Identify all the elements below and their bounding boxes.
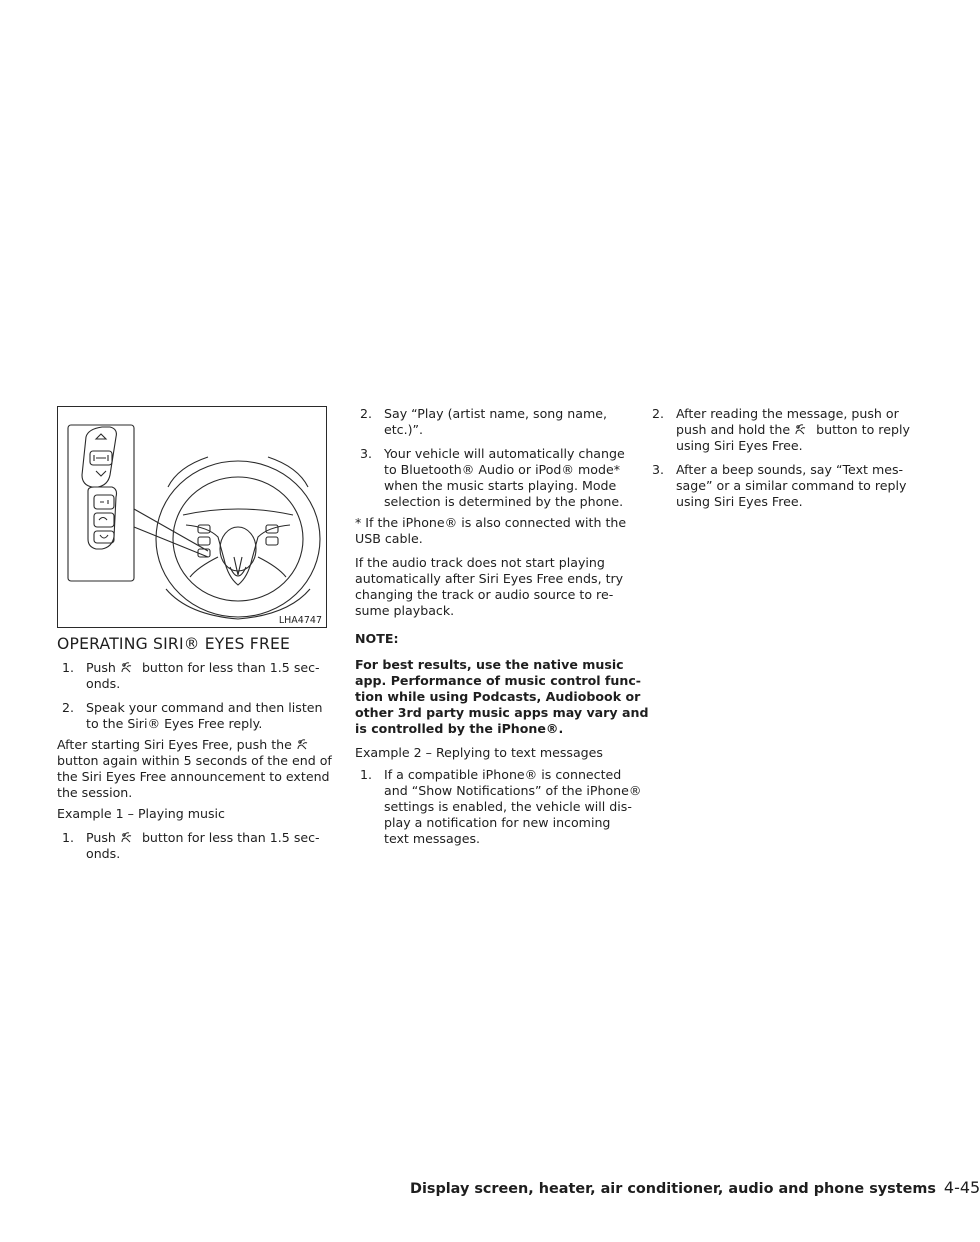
step-text: Push [86,830,116,845]
step-number: 1. [62,660,75,675]
example-1-title: Example 1 – Playing music [57,806,225,821]
paragraph-text: button again within 5 seconds of the end of [57,753,332,768]
footnote-text: USB cable. [355,531,423,546]
page-footer [410,1178,980,1199]
step-number: 3. [652,462,665,477]
step-text: selection is determined by the phone. [384,494,624,509]
note-text [355,657,649,737]
steering-wheel-figure [57,406,327,628]
step-text: onds. [86,676,121,691]
step-3 [647,462,915,510]
paragraph-text: the Siri Eyes Free announcement to extend [57,769,330,784]
voice-command-icon [296,737,310,751]
step-text: and “Show Notifications” of the iPhone® [384,783,642,798]
column-2 [355,406,649,847]
step-number: 1. [62,830,75,845]
paragraph-text: After starting Siri Eyes Free, push the [57,737,292,752]
footnote-text: * If the iPhone® is also connected with the [355,515,627,530]
paragraph-text: changing the track or audio source to re- [355,587,614,602]
step-text: Push [86,660,116,675]
note-label: NOTE: [355,631,399,646]
note-line: For best results, use the native music [355,657,624,672]
column-1 [57,660,332,862]
step-text: when the music starts playing. Mode [384,478,617,493]
step-text: push and hold the [676,422,791,437]
step-text: button to reply [816,422,910,437]
step-text: text messages. [384,831,481,846]
paragraph-text: the session. [57,785,133,800]
voice-command-icon [120,830,134,844]
footnote [355,515,627,547]
step-text: button for less than 1.5 sec- [141,830,320,845]
step-text: etc.)”. [384,422,424,437]
step-text: to the Siri® Eyes Free reply. [86,716,263,731]
page-number: 4-45 [943,1178,980,1197]
paragraph-text: sume playback. [355,603,455,618]
footer-section-title: Display screen, heater, air conditioner, audio and phone systems [410,1181,936,1197]
step-2 [57,700,327,732]
example-2-step-1 [355,767,642,847]
paragraph-text: If the audio track does not start playing [355,555,605,570]
step-1 [57,660,327,692]
example-2-title: Example 2 – Replying to text messages [355,745,603,760]
note-line: app. Performance of music control func- [355,673,642,688]
step-text: Say “Play (artist name, song name, [384,406,608,421]
step-text: Your vehicle will automatically change [384,446,625,461]
step-text: After reading the message, push or [676,406,899,421]
step-text: onds. [86,846,121,861]
paragraph-playback [355,555,624,619]
step-3 [355,446,625,510]
example-1-step-1 [57,830,327,862]
step-text: to Bluetooth® Audio or iPod® mode* [384,462,621,477]
voice-command-icon [120,660,134,674]
step-text: button for less than 1.5 sec- [141,660,320,675]
step-text: play a notification for new incoming [384,815,611,830]
step-text: settings is enabled, the vehicle will dis- [384,799,632,814]
step-2 [355,406,620,438]
step-number: 1. [360,767,373,782]
note-line: other 3rd party music apps may vary and [355,705,649,720]
step-text: using Siri Eyes Free. [676,494,803,509]
step-number: 3. [360,446,373,461]
note-line: tion while using Podcasts, Audiobook or [355,689,641,704]
step-number: 2. [652,406,665,421]
column-3 [647,406,915,510]
step-text: If a compatible iPhone® is connected [384,767,622,782]
steering-wheel-illustration [58,407,328,629]
voice-command-icon [794,422,808,436]
step-text: After a beep sounds, say “Text mes- [676,462,904,477]
step-number: 2. [360,406,373,421]
step-text: using Siri Eyes Free. [676,438,803,453]
figure-label: LHA4747 [278,615,322,626]
note-line: is controlled by the iPhone®. [355,721,564,736]
section-heading: OPERATING SIRI® EYES FREE [57,635,291,653]
paragraph-text: automatically after Siri Eyes Free ends, try [355,571,624,586]
step-number: 2. [62,700,75,715]
step-text: sage” or a similar command to reply [676,478,907,493]
paragraph-extend [57,737,332,801]
step-text: Speak your command and then listen [86,700,323,715]
step-2 [647,406,915,454]
